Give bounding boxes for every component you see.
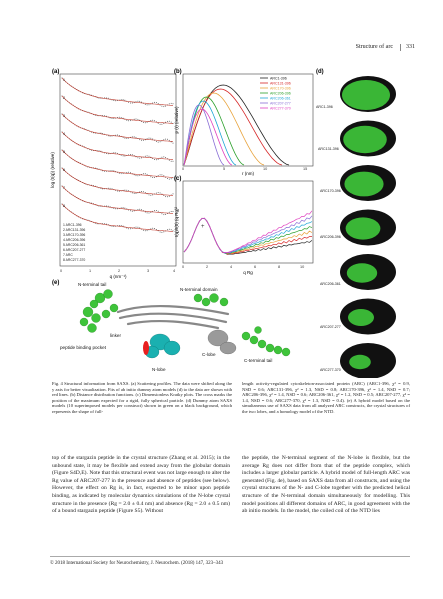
scatter-point (141, 102, 142, 103)
scatter-point (104, 115, 105, 116)
scatter-point (156, 159, 157, 160)
scatter-point (163, 139, 164, 140)
scatter-point (130, 103, 131, 104)
svg-text:4: 4 (63, 132, 65, 136)
svg-text:4: 4 (173, 269, 176, 273)
scatter-point (110, 188, 111, 189)
scatter-point (126, 190, 127, 191)
scatter-point (143, 122, 144, 123)
panel-label-e: (e) (52, 280, 60, 286)
svg-text:0: 0 (182, 167, 185, 171)
scatter-point (152, 120, 153, 121)
rigid-sphere-cross-marker: + (201, 224, 205, 230)
scatter-point (106, 206, 107, 207)
svg-text:4: 4 (230, 265, 233, 269)
scatter-point (108, 206, 109, 207)
peptide-pocket-marker (143, 341, 149, 355)
scatter-point (163, 106, 164, 107)
scatter-point (149, 156, 150, 157)
svg-text:2: 2 (118, 269, 121, 273)
scatter-point (145, 230, 146, 231)
scatter-point (163, 156, 164, 157)
scatter-point (169, 196, 170, 197)
scatter-point (123, 155, 124, 156)
scatter-point (156, 141, 157, 142)
svg-text:7: 7 (63, 186, 65, 190)
scatter-point (163, 195, 164, 196)
scatter-point (123, 226, 124, 227)
scatter-point (141, 209, 142, 210)
scatter-point (119, 225, 120, 226)
svg-text:8: 8 (278, 265, 281, 269)
scatter-point (126, 138, 127, 139)
scatter-point (139, 192, 140, 193)
svg-text:1 ARC1-396: 1 ARC1-396 (63, 223, 82, 227)
scatter-point (167, 229, 168, 230)
figure-4 (48, 66, 400, 378)
scatter-point (171, 161, 172, 162)
scatter-point (115, 208, 116, 209)
dummy-atom-model (344, 172, 383, 197)
dummy-atom-model (343, 126, 387, 153)
running-title: Structure of arc (355, 44, 393, 50)
svg-text:6: 6 (254, 265, 257, 269)
scatter-point (147, 212, 148, 213)
scatter-point (130, 210, 131, 211)
panel-a-xticks (60, 269, 175, 273)
scatter-point (108, 98, 109, 99)
scatter-point (128, 102, 129, 103)
svg-text:2: 2 (206, 265, 209, 269)
scatter-point (139, 101, 140, 102)
panel-c-xlabel: q Rg (243, 270, 253, 275)
scatter-point (165, 214, 166, 215)
scatter-point (149, 104, 150, 105)
scatter-point (115, 152, 116, 153)
scatter-point (115, 135, 116, 136)
scatter-point (150, 212, 151, 213)
scatter-point (124, 190, 125, 191)
panel-label-b: (b) (174, 69, 182, 75)
scatter-point (130, 228, 131, 229)
panel-b-ylabel: p (r) (relative) (174, 106, 179, 134)
dummy-atom-model (348, 309, 374, 326)
scatter-point (137, 175, 138, 176)
scatter-point (119, 173, 120, 174)
scatter-point (165, 157, 166, 158)
scatter-point (145, 104, 146, 105)
scatter-point (154, 228, 155, 229)
svg-text:ARC131-396: ARC131-396 (270, 81, 291, 86)
scatter-point (121, 225, 122, 226)
scatter-point (113, 170, 114, 171)
scatter-point (143, 230, 144, 231)
scatter-point (156, 193, 157, 194)
scatter-point (160, 193, 161, 194)
scatter-point (169, 179, 170, 180)
panel-label-a: (a) (52, 69, 60, 75)
scatter-point (113, 152, 114, 153)
scatter-point (147, 174, 148, 175)
svg-text:ARC1-396: ARC1-396 (316, 105, 333, 109)
label-n-lobe: N-lobe (152, 367, 166, 372)
scatter-point (126, 228, 127, 229)
scatter-point (171, 178, 172, 179)
scatter-point (115, 100, 116, 101)
scatter-point (139, 227, 140, 228)
scatter-point (165, 196, 166, 197)
panel-label-d: (d) (316, 69, 324, 75)
distance-distribution-series (184, 89, 282, 165)
scatter-point (106, 98, 107, 99)
scatter-point (160, 124, 161, 125)
footer-rule (50, 556, 410, 557)
dummy-atom-model (349, 355, 371, 369)
scatter-point (173, 193, 174, 194)
scatter-point (160, 232, 161, 233)
scatter-point (117, 191, 118, 192)
label-n-terminal-domain: N-terminal domain (180, 287, 218, 292)
scatter-point (158, 142, 159, 143)
scatter-point (167, 139, 168, 140)
svg-text:6 ARC207-277: 6 ARC207-277 (63, 248, 86, 252)
scatter-point (154, 210, 155, 211)
scatter-point (134, 193, 135, 194)
scatter-point (117, 135, 118, 136)
scatter-point (143, 191, 144, 192)
svg-text:ARC170-396: ARC170-396 (320, 189, 341, 193)
scatter-point (113, 226, 114, 227)
scatter-point (124, 156, 125, 157)
label-n-terminal-tail: N-terminal tail (78, 282, 107, 287)
scatter-point (173, 143, 174, 144)
scatter-point (136, 119, 137, 120)
svg-text:ARC131-396: ARC131-396 (318, 147, 339, 151)
panel-a-ylabel: log (I(q)) (relative) (50, 152, 55, 188)
scatter-point (132, 154, 133, 155)
label-c-terminal-tail: C-terminal tail (244, 358, 273, 363)
scatter-point (158, 175, 159, 176)
scatter-point (141, 140, 142, 141)
scatter-point (136, 227, 137, 228)
svg-text:ARC206-396: ARC206-396 (270, 91, 291, 96)
scatter-point (121, 117, 122, 118)
svg-text:ARC206-361: ARC206-361 (320, 282, 341, 286)
panel-b-legend (260, 77, 291, 111)
scatter-point (113, 208, 114, 209)
scatter-point (173, 161, 174, 162)
scatter-point (163, 214, 164, 215)
svg-text:8: 8 (63, 204, 65, 208)
scatter-point (161, 232, 162, 233)
svg-text:2: 2 (63, 96, 65, 100)
svg-text:4 ARC206-396: 4 ARC206-396 (63, 238, 86, 242)
svg-text:0: 0 (182, 265, 185, 269)
panel-c-ylabel: I(q)/I(0) (q Rg)² (174, 206, 179, 238)
scatter-point (136, 137, 137, 138)
scatter-point (145, 212, 146, 213)
scatter-point (152, 177, 153, 178)
scatter-point (156, 210, 157, 211)
scatter-point (143, 173, 144, 174)
dummy-atom-model (347, 263, 377, 283)
scatter-point (169, 103, 170, 104)
scatter-point (112, 118, 113, 119)
figure-caption-right: length activity-regulated cytoskeleton-associated protein (ARC) (ARC1-396, χ² = 0.9, NSD = 0.6; ARC131-396, χ² = 1.3, NSD = 0.8; ARC170-396, χ² = 1.4, NSD = 0.7; ARC206-396, χ² = 1.4, NSD = 0.6; ARC206-361, χ² = 1.2, NSD = 0.5; ARC207-277, χ² = 1.4, NSD = 0.6; ARC277-370, χ² = 1.3, NSD = 0.4). (e) A hybrid model based on the simultaneous use of SAXS data from all analyzed ARC constructs, the crystal structures of the two lobes, and a homology model of the NTD. (242, 381, 410, 414)
scatter-point (130, 120, 131, 121)
svg-text:3: 3 (63, 114, 65, 118)
scatter-point (167, 121, 168, 122)
scatter-point (112, 226, 113, 227)
scatter-point (150, 195, 151, 196)
scatter-point (128, 120, 129, 121)
fit-line (62, 78, 173, 105)
scatter-point (134, 136, 135, 137)
scatter-point (156, 102, 157, 103)
scatter-point (147, 122, 148, 123)
scatter-point (169, 121, 170, 122)
scatter-point (124, 138, 125, 139)
scatter-point (128, 172, 129, 173)
scatter-point (161, 124, 162, 125)
scatter-point (154, 159, 155, 160)
scatter-point (150, 138, 151, 139)
scatter-point (121, 99, 122, 100)
scatter-point (123, 99, 124, 100)
panel-a-legend (63, 223, 85, 262)
scatter-point (147, 104, 148, 105)
scatter-point (149, 194, 150, 195)
svg-text:7 ARC: 7 ARC (63, 253, 73, 257)
svg-text:10: 10 (263, 167, 268, 171)
scatter-point (108, 188, 109, 189)
scatter-point (154, 102, 155, 103)
svg-text:5: 5 (223, 167, 226, 171)
svg-text:ARC206-361: ARC206-361 (270, 96, 291, 101)
scatter-point (163, 175, 164, 176)
scatter-point (137, 209, 138, 210)
panel-a-scattering-curves (62, 78, 174, 233)
scatter-point (110, 136, 111, 137)
panel-d-saxs-models (340, 76, 396, 378)
scatter-point (161, 157, 162, 158)
scatter-point (145, 122, 146, 123)
scatter-point (165, 106, 166, 107)
kratky-series (184, 211, 312, 253)
copyright-line: © 2018 International Society for Neurochemistry, J. Neurochem. (2018) 147, 323–343 (50, 561, 224, 566)
scatter-point (171, 103, 172, 104)
scatter-point (124, 208, 125, 209)
scatter-point (150, 120, 151, 121)
scatter-point (161, 174, 162, 175)
svg-text:ARC277-370: ARC277-370 (270, 106, 291, 111)
distance-distribution-series (184, 101, 236, 165)
scatter-point (126, 120, 127, 121)
scatter-point (141, 157, 142, 158)
scatter-point (128, 190, 129, 191)
scatter-point (150, 176, 151, 177)
scatter-point (132, 211, 133, 212)
scatter-point (106, 153, 107, 154)
scatter-point (137, 101, 138, 102)
scatter-point (112, 188, 113, 189)
scatter-point (132, 192, 133, 193)
svg-text:0: 0 (60, 269, 63, 273)
label-linker: linker (110, 333, 121, 338)
scatter-point (167, 196, 168, 197)
scatter-point (163, 123, 164, 124)
scatter-point (171, 229, 172, 230)
running-header (0, 44, 443, 54)
scatter-point (123, 207, 124, 208)
svg-text:ARC277-370: ARC277-370 (320, 368, 341, 372)
svg-text:ARC170-396: ARC170-396 (270, 86, 291, 91)
panel-label-c: (c) (174, 176, 182, 182)
panel-c-kratky-plots (184, 211, 312, 255)
body-text-left: top of the stargazin peptide in the crystal structure (Zhang et al. 2015); in the unbound state, it may be flexible and extend away from the globular domain (Figure S4D,E). Note that this structural event was not large enough to alter the Rg value of ARC207-277 in the presence and absence of peptides (see below). However, the effect on Rg is, in fact, expected to be minor upon peptide binding, as indicated by molecular dynamics simulations of the N-lobe crystal structure in the presence (Rg = 2.0 ± 0.4 nm) and absence (Rg = 2.0 ± 0.5 nm) of a bound stargazin peptide (Figure S5). Without (52, 455, 230, 515)
panel-a-curve-numbers (63, 78, 65, 208)
scatter-point (161, 106, 162, 107)
scatter-point (137, 157, 138, 158)
scatter-point (134, 119, 135, 120)
scatter-point (150, 228, 151, 229)
scatter-point (167, 178, 168, 179)
svg-text:6: 6 (63, 168, 65, 172)
svg-text:5: 5 (63, 150, 65, 154)
scatter-point (139, 158, 140, 159)
scatter-point (169, 160, 170, 161)
scatter-point (132, 136, 133, 137)
svg-text:ARC206-396: ARC206-396 (320, 235, 341, 239)
scatter-point (128, 228, 129, 229)
scatter-point (158, 123, 159, 124)
scatter-point (169, 140, 170, 141)
scatter-point (121, 173, 122, 174)
scatter-point (139, 139, 140, 140)
scatter-point (130, 172, 131, 173)
svg-text:3: 3 (147, 269, 150, 273)
scatter-point (134, 210, 135, 211)
scatter-point (152, 194, 153, 195)
scatter-point (154, 120, 155, 121)
scatter-point (152, 139, 153, 140)
scatter-point (158, 159, 159, 160)
scatter-point (149, 213, 150, 214)
svg-text:ARC1-396: ARC1-396 (270, 76, 287, 81)
figure-svg (48, 66, 400, 378)
scatter-point (121, 155, 122, 156)
scatter-point (136, 175, 137, 176)
header-divider (400, 44, 401, 51)
label-c-lobe: C-lobe (202, 352, 216, 357)
scatter-point (124, 100, 125, 101)
panel-b-xlabel: r (nm) (242, 171, 254, 176)
scatter-point (126, 172, 127, 173)
dummy-atom-model (342, 80, 390, 110)
scatter-point (137, 119, 138, 120)
svg-text:3 ARC170-396: 3 ARC170-396 (63, 233, 86, 237)
panel-a-xlabel: q (nm⁻¹) (109, 274, 127, 279)
body-text-right: the peptide, the N-terminal segment of the N-lobe is flexible, but the average Rg does not differ from that of the peptide complex, which includes a larger globular particle. A hybrid model of full-length ARC was generated (Fig. 4e), based on SAXS data from all constructs, and using the crystal structures of the N- and C-lobe together with the predicted helical structure of the N-terminal domain simultaneously for modelling. This model positions all different domains of ARC, in good agreement with the ab initio models. In the model, the coiled coil of the NTD lies (242, 455, 410, 515)
scatter-point (136, 193, 137, 194)
svg-text:1: 1 (89, 269, 92, 273)
scatter-point (134, 174, 135, 175)
svg-text:ARC207-277: ARC207-277 (270, 101, 291, 106)
scatter-point (112, 170, 113, 171)
scatter-point (154, 177, 155, 178)
scatter-point (161, 213, 162, 214)
scatter-point (119, 191, 120, 192)
scatter-point (132, 103, 133, 104)
scatter-point (158, 192, 159, 193)
scatter-point (137, 227, 138, 228)
scatter-point (145, 156, 146, 157)
page-number: 331 (406, 44, 415, 50)
scatter-point (160, 141, 161, 142)
scatter-point (152, 228, 153, 229)
scatter-point (113, 100, 114, 101)
scatter-point (171, 122, 172, 123)
svg-text:5 ARC206-361: 5 ARC206-361 (63, 243, 86, 247)
scatter-point (173, 103, 174, 104)
scatter-point (143, 140, 144, 141)
scatter-point (145, 173, 146, 174)
svg-text:2 ARC131-396: 2 ARC131-396 (63, 228, 86, 232)
scatter-point (163, 231, 164, 232)
scatter-point (158, 103, 159, 104)
page-footer (50, 561, 410, 566)
scatter-point (130, 154, 131, 155)
scatter-point (156, 229, 157, 230)
scatter-point (119, 135, 120, 136)
figure-caption-left: Fig. 4 Structural information from SAXS. (a) Scattering profiles. The data were shifted along the y axis for better visualization. Fits of ab initio dummy atom models (d) to the data are shown with red lines. (b) Distance distribution functions. (c) Dimensionless Kratky plots. The cross marks the position of the maximum expected for a rigid, fully spherical particle. (d) Dummy atom SAXS models (10 superimposed models per construct) shown in green on a black background, which represents the shape of full- (52, 381, 233, 414)
scatter-point (139, 209, 140, 210)
svg-text:1: 1 (63, 78, 65, 82)
scatter-point (149, 138, 150, 139)
svg-text:15: 15 (303, 167, 308, 171)
scatter-point (119, 117, 120, 118)
scatter-point (169, 229, 170, 230)
panel-e-hybrid-model (60, 282, 290, 372)
scatter-point (141, 191, 142, 192)
svg-text:10: 10 (300, 265, 305, 269)
svg-text:8 ARC277-370: 8 ARC277-370 (63, 258, 86, 262)
scatter-point (160, 174, 161, 175)
panel-d-labels (316, 105, 341, 372)
scatter-point (147, 155, 148, 156)
scatter-point (113, 118, 114, 119)
svg-text:ARC207-277: ARC207-277 (320, 325, 341, 329)
panel-c-xticks (182, 265, 304, 269)
scatter-point (104, 223, 105, 224)
scatter-point (147, 230, 148, 231)
scatter-point (158, 211, 159, 212)
scatter-point (169, 212, 170, 213)
scatter-point (165, 139, 166, 140)
scatter-point (171, 211, 172, 212)
scatter-point (152, 103, 153, 104)
dummy-atom-model (346, 217, 381, 239)
label-peptide-binding-pocket: peptide binding pocket (60, 345, 106, 350)
